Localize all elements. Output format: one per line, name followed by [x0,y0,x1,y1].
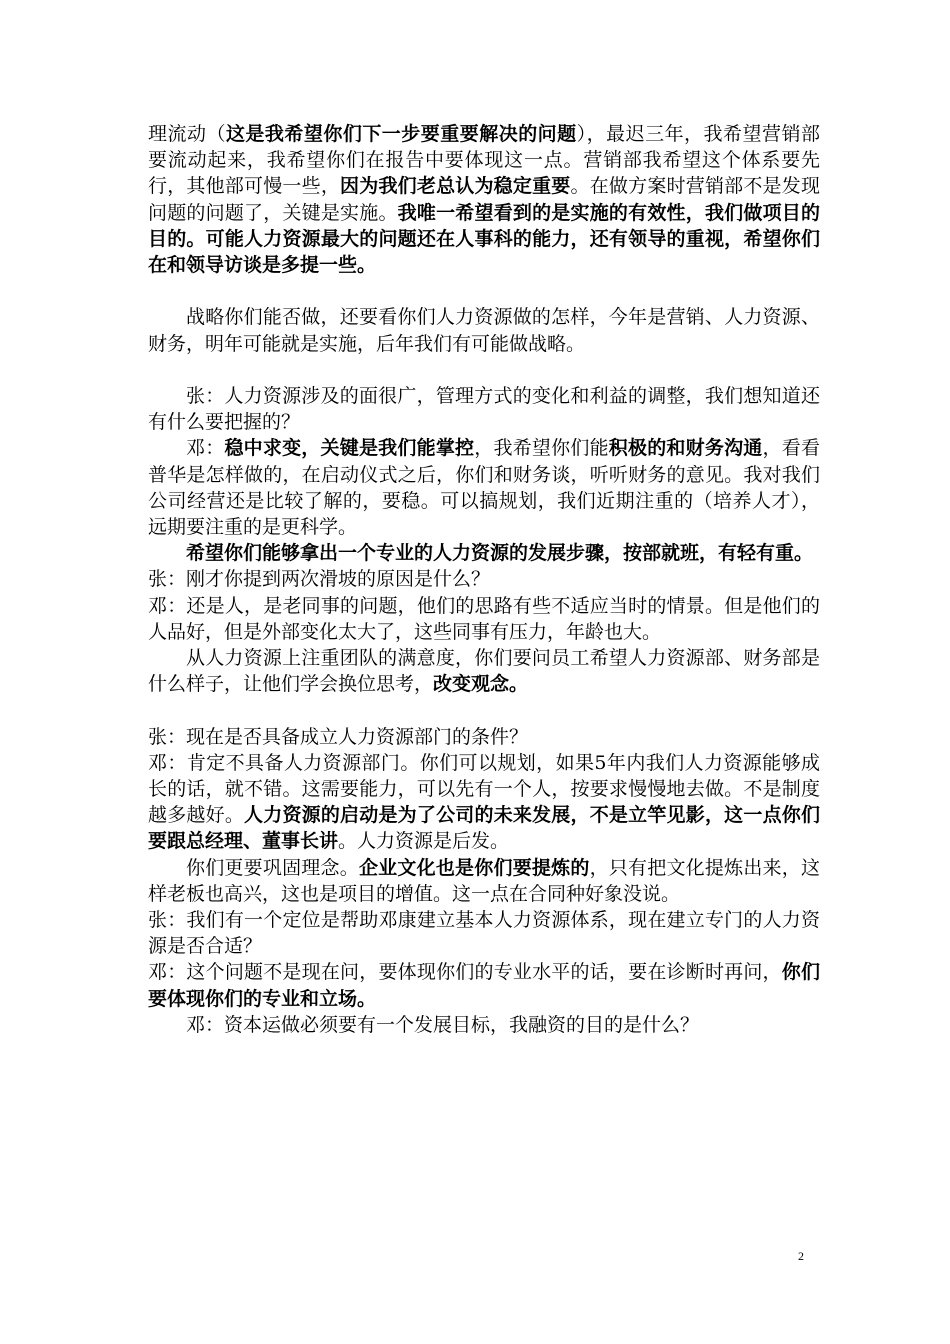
paragraph [148,121,820,278]
bold-text-run: 希望你们能够拿出一个专业的人力资源的发展步骤，按部就班，有轻有重。 [186,542,814,565]
bold-text-run: 你们要体现你们的专业和立场。 [148,961,820,1010]
blank-line [148,697,820,723]
text-run: 理流动（ [148,123,226,145]
paragraph [148,959,820,1011]
blank-line [148,278,820,304]
paragraph [148,593,820,645]
text-run: 。在做方案时营销部不是发现问题的问题了，关键是实施。 [148,175,820,224]
bold-text-run: 改变观念。 [433,673,529,696]
paragraph [148,1012,820,1038]
paragraph [148,540,820,566]
page-number: 2 [798,1249,804,1263]
text-run: ），最迟三年，我希望营销部要流动起来，我希望你们在报告中要体现这一点。营销部我希望这个体系要先行，其他部可慢一些， [148,123,820,198]
paragraph [148,855,820,907]
paragraph [148,750,820,855]
text-run: 邓：这个问题不是现在问，要体现你们的专业水平的话，要在诊断时再问， [148,961,782,984]
text-run: 战略你们能否做，还要看你们人力资源做的怎样，今年是营销、人力资源、财务，明年可能就是实施，后年我们有可能做战略。 [148,306,820,355]
text-run: 张：我们有一个定位是帮助邓康建立基本人力资源体系，现在建立专门的人力资源是否合适？ [148,909,820,958]
bold-text-run: 稳中求变，关键是我们能掌控 [224,437,475,460]
text-run: 张：刚才你提到两次滑坡的原因是什么？ [148,568,491,591]
paragraph [148,435,820,540]
text-run: ，看看普华是怎样做的，在启动仪式之后，你们和财务谈，听听财务的意见。我对我们公司经营还是比较了解的，要稳。可以搞规划，我们近期注重的（培养人才），远期要注重的是更科学。 [148,437,820,539]
text-run: 邓：还是人，是老同事的问题，他们的思路有些不适应当时的情景。但是他们的人品好，但是外部变化太大了，这些同事有压力，年龄也大。 [148,594,820,643]
paragraph [148,724,820,750]
bold-text-run: 因为我们老总认为稳定重要 [340,175,571,198]
paragraph [148,304,820,356]
bold-text-run: 企业文化也是你们要提炼的 [358,856,590,879]
text-run: 。人力资源是后发。 [338,830,510,853]
text-run: 邓： [186,437,225,460]
text-run: 邓：肯定不具备人力资源部门。你们可以规划，如果5年内我们人力资源能够成长的话，就不错。这需要能力，可以先有一个人，按要求慢慢地去做。不是制度越多越好。 [148,751,820,827]
text-run: ，只有把文化提炼出来，这样老板也高兴，这也是项目的增值。这一点在合同种好象没说。 [148,856,820,905]
text-run: 张：人力资源涉及的面很广，管理方式的变化和利益的调整，我们想知道还有什么要把握的？ [148,385,820,434]
blank-line [148,357,820,383]
text-run: 邓：资本运做必须要有一个发展目标，我融资的目的是什么？ [186,1013,700,1036]
text-run: 张：现在是否具备成立人力资源部门的条件？ [148,725,529,748]
text-run: 你们更要巩固理念。 [186,856,359,879]
bold-text-run: 人力资源的启动是为了公司的未来发展，不是立竿见影，这一点你们要跟总经理、董事长讲 [148,804,820,853]
paragraph [148,645,820,697]
document-body [148,121,820,1038]
bold-text-run: 积极的和财务沟通 [608,437,763,460]
paragraph [148,907,820,959]
bold-text-run: 我唯一希望看到的是实施的有效性，我们做项目的目的。可能人力资源最大的问题还在人事科的能力，还有领导的重视，希望你们在和领导访谈是多提一些。 [148,201,820,277]
text-run: 从人力资源上注重团队的满意度，你们要问员工希望人力资源部、财务部是什么样子，让他们学会换位思考， [148,647,820,696]
paragraph [148,383,820,435]
bold-text-run: 这是我希望你们下一步要重要解决的问题 [225,123,577,145]
paragraph [148,566,820,592]
text-run: ，我希望你们能 [474,437,609,460]
